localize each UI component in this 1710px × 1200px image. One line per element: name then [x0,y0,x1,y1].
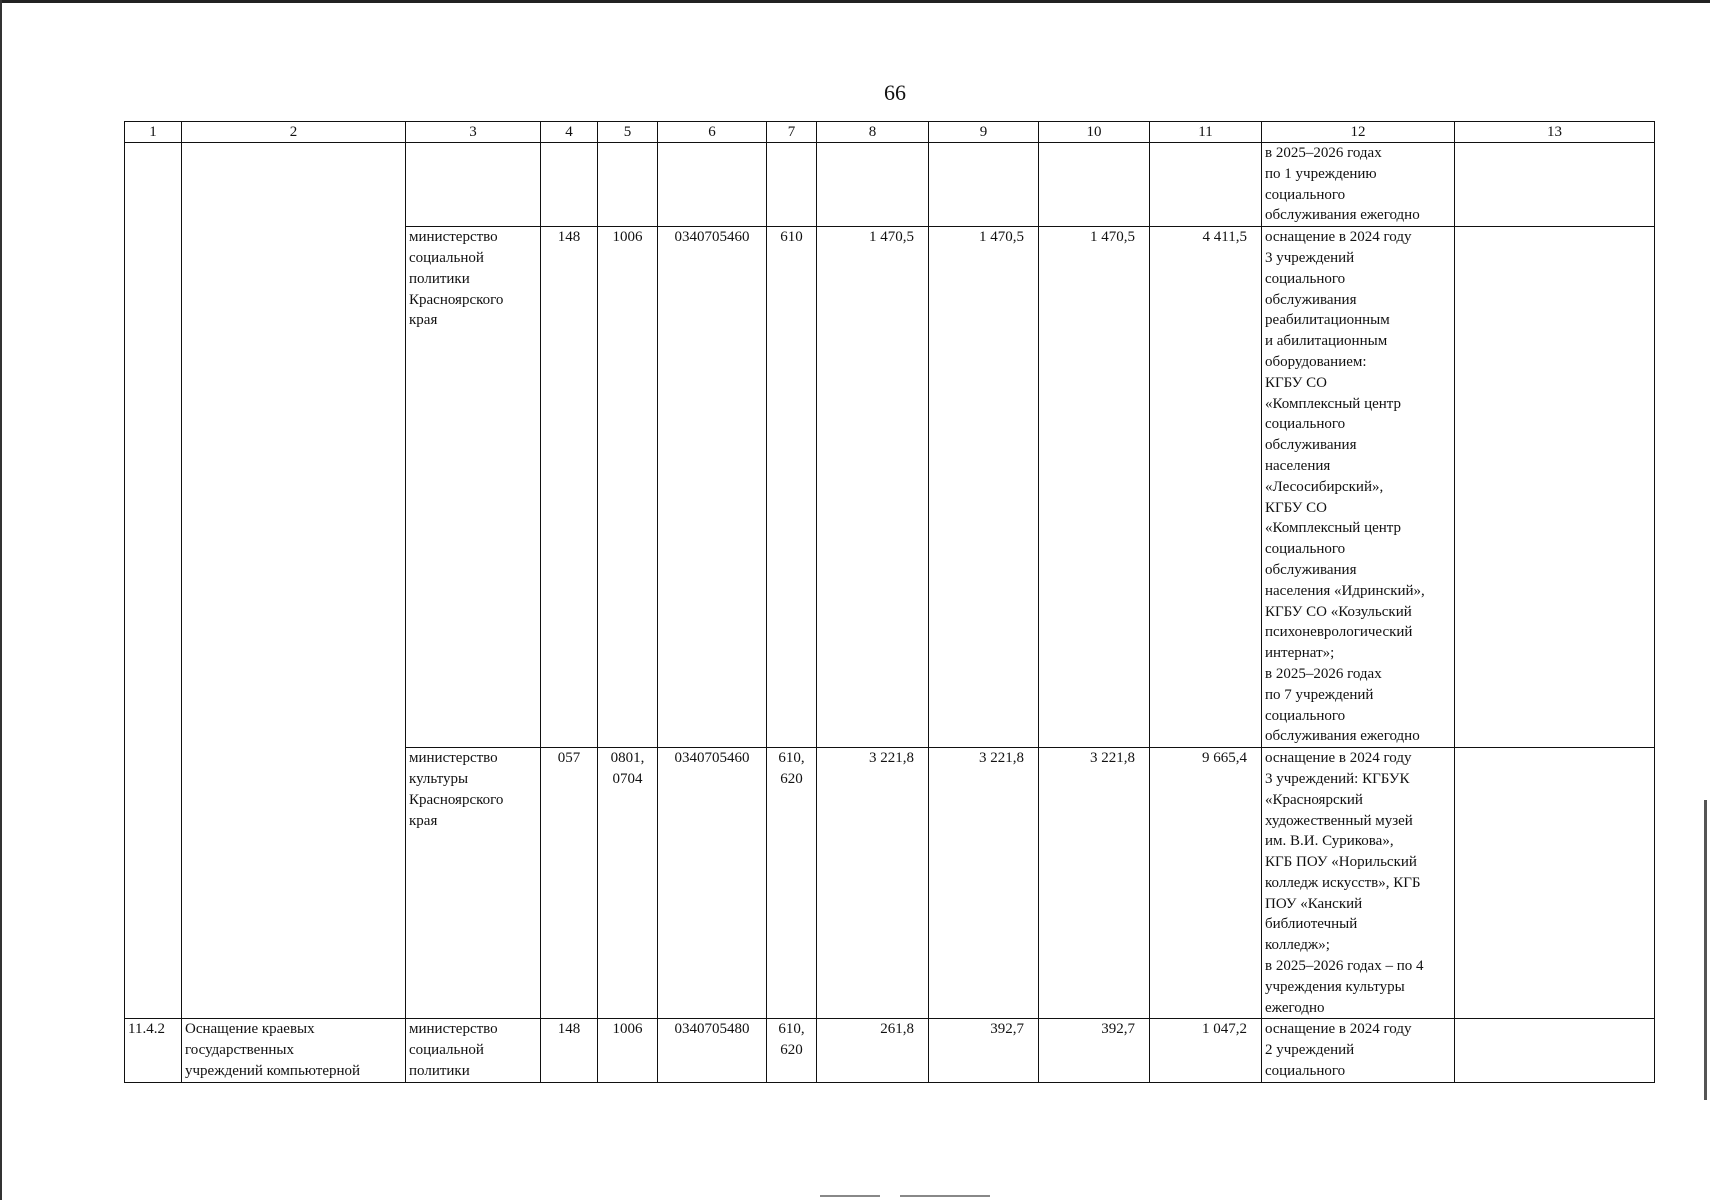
cell-rzpr-code: 1006 [598,227,658,748]
cell-expected-result: оснащение в 2024 году 2 учреждений социального [1262,1019,1455,1082]
scan-border-left [0,0,2,1200]
cell-expected-result: оснащение в 2024 году 3 учреждений социального обслуживания реабилитационным и абилитационным оборудованием: КГБУ СО «Комплексный центр социального обслуживания населения «Лесосибирский», КГБУ СО «Комплексный центр социального обслуживания населения «Идринский», КГБУ СО «Козульский психоневрологический интернат»; в 2025–2026 годах по 7 учреждений социального обслуживания ежегодно [1262,227,1455,748]
cell-note [1455,143,1655,227]
column-header: 13 [1455,122,1655,143]
cell-responsible [406,143,541,227]
column-header: 1 [125,122,182,143]
cell-csr-code: 0340705480 [658,1019,767,1082]
cell-event-name [182,143,406,1019]
cell-responsible: министерство социальной политики [406,1019,541,1082]
cell-amount-total: 1 047,2 [1150,1019,1262,1082]
cell-amount-2026 [1039,143,1150,227]
cell-amount-2025: 1 470,5 [929,227,1039,748]
cell-amount-2026: 3 221,8 [1039,748,1150,1019]
cell-amount-total [1150,143,1262,227]
cell-amount-2024 [817,143,929,227]
cell-amount-2024: 261,8 [817,1019,929,1082]
cell-amount-total: 9 665,4 [1150,748,1262,1019]
column-header: 11 [1150,122,1262,143]
cell-rzpr-code: 1006 [598,1019,658,1082]
cell-amount-2025: 392,7 [929,1019,1039,1082]
column-header: 9 [929,122,1039,143]
cell-event-name: Оснащение краевых государственных учреждений компьютерной [182,1019,406,1082]
column-header: 8 [817,122,929,143]
cell-grbs-code: 057 [541,748,598,1019]
cell-amount-2025 [929,143,1039,227]
cell-responsible: министерство социальной политики Красноярского края [406,227,541,748]
column-header: 12 [1262,122,1455,143]
cell-amount-2024: 1 470,5 [817,227,929,748]
scan-noise [820,1195,880,1197]
cell-vr-code: 610, 620 [767,1019,817,1082]
column-header: 5 [598,122,658,143]
cell-grbs-code: 148 [541,1019,598,1082]
cell-note [1455,227,1655,748]
cell-vr-code: 610, 620 [767,748,817,1019]
column-header: 2 [182,122,406,143]
cell-note [1455,748,1655,1019]
cell-rzpr-code [598,143,658,227]
cell-csr-code: 0340705460 [658,748,767,1019]
column-header: 7 [767,122,817,143]
page-number: 66 [884,80,906,105]
cell-expected-result: оснащение в 2024 году 3 учреждений: КГБУК «Красноярский художественный музей им. В.И. Сурикова», КГБ ПОУ «Норильский колледж искусств», КГБ ПОУ «Канский библиотечный колледж»; в 2025–2026 годах – по 4 учреждения культуры ежегодно [1262,748,1455,1019]
column-header: 3 [406,122,541,143]
cell-rzpr-code: 0801, 0704 [598,748,658,1019]
cell-amount-total: 4 411,5 [1150,227,1262,748]
column-header: 6 [658,122,767,143]
cell-grbs-code: 148 [541,227,598,748]
cell-csr-code: 0340705460 [658,227,767,748]
cell-note [1455,1019,1655,1082]
cell-amount-2024: 3 221,8 [817,748,929,1019]
budget-table [124,121,1655,1083]
cell-amount-2025: 3 221,8 [929,748,1039,1019]
column-header: 4 [541,122,598,143]
scan-border-top [0,0,1710,3]
cell-responsible: министерство культуры Красноярского края [406,748,541,1019]
cell-csr-code [658,143,767,227]
table-row [125,1019,1655,1082]
cell-item-number: 11.4.2 [125,1019,182,1082]
cell-expected-result: в 2025–2026 годах по 1 учреждению социального обслуживания ежегодно [1262,143,1455,227]
column-header: 10 [1039,122,1150,143]
cell-vr-code [767,143,817,227]
cell-vr-code: 610 [767,227,817,748]
scan-noise [900,1195,990,1197]
cell-grbs-code [541,143,598,227]
cell-item-number [125,143,182,1019]
scan-border-right [1704,800,1707,1100]
table-row [125,143,1655,227]
table-header-row [125,122,1655,143]
cell-amount-2026: 392,7 [1039,1019,1150,1082]
cell-amount-2026: 1 470,5 [1039,227,1150,748]
